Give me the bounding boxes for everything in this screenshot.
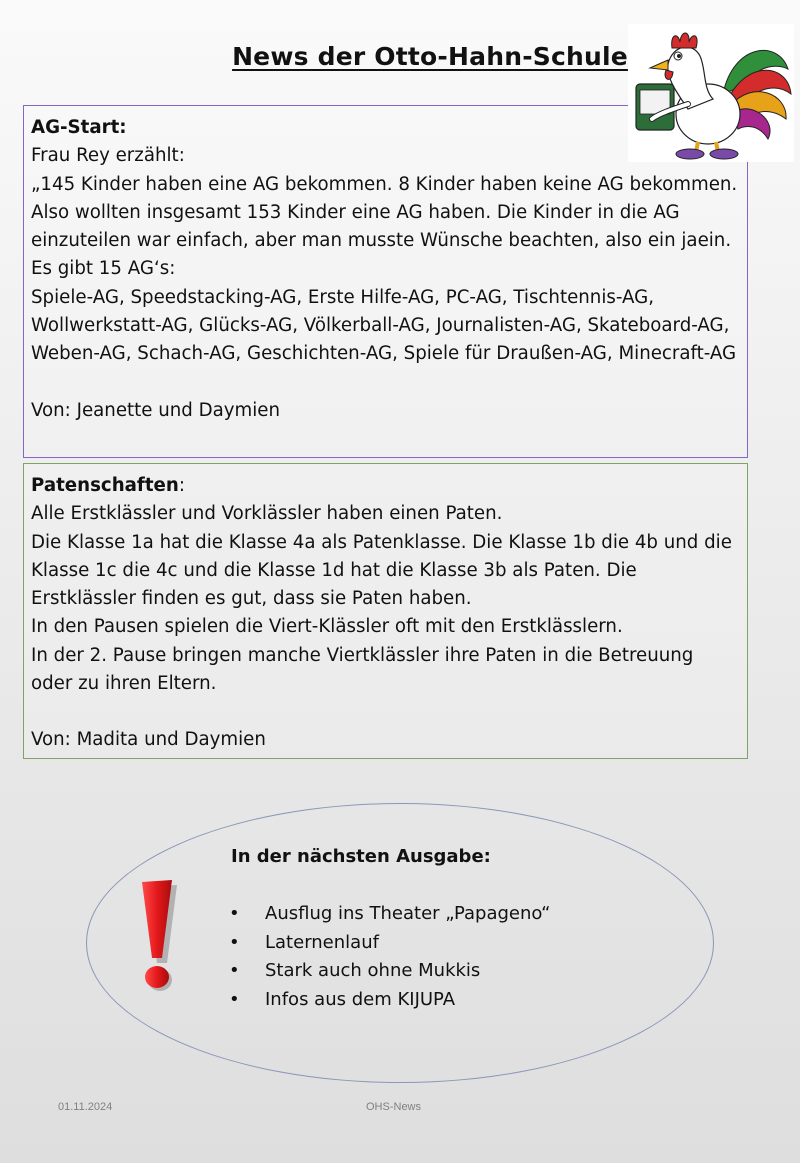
article-patenschaften — [23, 463, 748, 759]
article-author: Von: Madita und Daymien — [31, 729, 266, 751]
article-heading: Patenschaften: — [31, 475, 185, 496]
next-issue-title: In der nächsten Ausgabe: — [231, 846, 491, 867]
rooster-icon — [628, 24, 794, 162]
list-item: • Ausflug ins Theater „Papageno“ — [229, 903, 551, 924]
article-body: Alle Erstklässler und Vorklässler haben einen Paten. Die Klasse 1a hat die Klasse 4a als Patenklasse. Die Klasse 1b die 4b und die Klasse 1c die 4c und die Klasse 1d hat die Klasse 3b als Paten. Die Erstklässler finden es gut, dass sie Paten haben. In den Pausen spielen die Viert-Klässler oft mit den Erstklässlern. In der 2. Pause bringen manche Viertklässler ihre Paten in die Betreuung oder zu ihren Eltern. — [31, 503, 732, 695]
footer-center: OHS-News — [366, 1101, 422, 1113]
list-item: • Infos aus dem KIJUPA — [229, 988, 456, 1010]
list-item: • Laternenlauf — [229, 931, 379, 953]
next-issue-list — [229, 900, 550, 1014]
article-heading: AG-Start: — [31, 117, 127, 138]
exclamation-icon — [134, 878, 180, 996]
footer-date: 01.11.2024 — [58, 1101, 113, 1113]
article-author: Von: Jeanette und Daymien — [31, 399, 281, 421]
list-item: • Stark auch ohne Mukkis — [229, 960, 481, 981]
page-title: News der Otto-Hahn-Schule — [232, 42, 628, 71]
article-body: Frau Rey erzählt: „145 Kinder haben eine AG bekommen. 8 Kinder haben keine AG bekommen. Also wollten insgesamt 153 Kinder eine AG haben. Die Kinder in die AG einzuteilen war einfach, aber man musste Wünsche beachten, also ein jaein. Es gibt 15 AG‘s: Spiele-AG, Speedstacking-AG, Erste Hilfe-AG, PC-AG, Tischtennis-AG, Wollwerkstatt-AG, Glücks-AG, Völkerball-AG, Journalisten-AG, Skateboard-AG, Weben-AG, Schach-AG, Geschichten-AG, Spiele für Draußen-AG, Minecraft-AG — [31, 145, 738, 365]
